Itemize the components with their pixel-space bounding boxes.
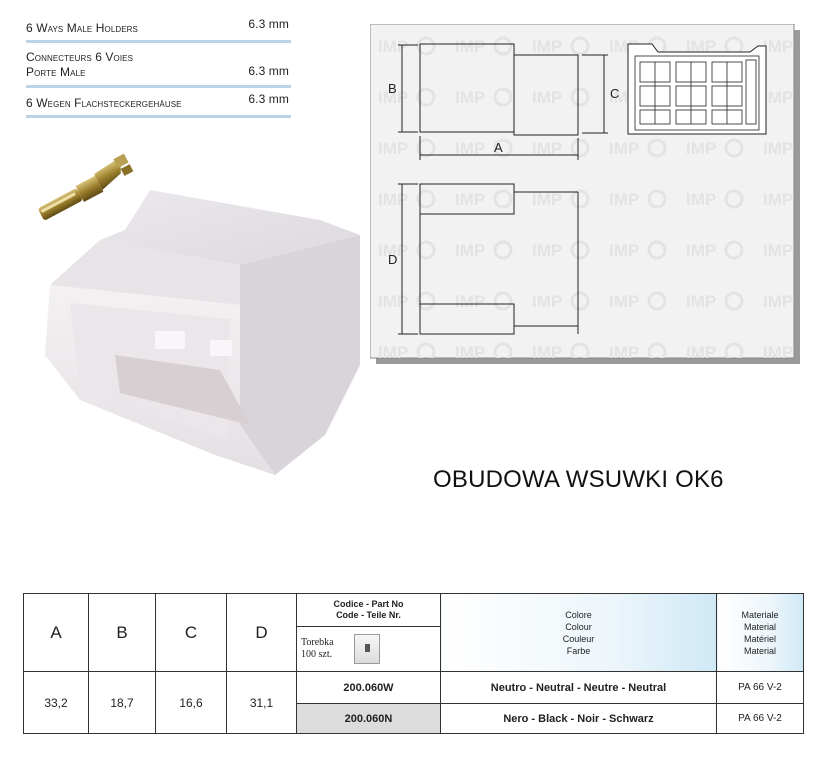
housing-image — [40, 185, 370, 475]
header-b: B — [89, 594, 156, 672]
bag-icon — [354, 634, 380, 664]
title-fr-size: 6.3 mm — [248, 64, 289, 78]
title-fr-line2: Porte Male — [26, 65, 86, 79]
row-code: 200.060W — [297, 672, 441, 704]
header-c: C — [156, 594, 227, 672]
header-d: D — [227, 594, 297, 672]
title-de-size: 6.3 mm — [248, 92, 289, 106]
header-colour-de: Farbe — [566, 645, 591, 656]
header-colour-en: Colour — [565, 621, 592, 632]
header-bag-line1: Torebka — [301, 637, 334, 648]
spec-table — [23, 593, 804, 734]
row-material: PA 66 V-2 — [717, 672, 804, 704]
header-material-fr: Matériel — [743, 633, 776, 644]
title-fr — [26, 50, 291, 82]
value-b: 18,7 — [89, 672, 156, 734]
dim-label-a: A — [494, 140, 503, 155]
header-a: A — [24, 594, 89, 672]
title-en — [26, 17, 291, 37]
dim-label-c: C — [610, 86, 620, 101]
row-code: 200.060N — [297, 704, 441, 734]
header-colour — [441, 594, 717, 672]
value-d: 31,1 — [227, 672, 297, 734]
header-colour-it: Colore — [565, 609, 592, 620]
header-material-it: Materiale — [741, 609, 779, 620]
title-divider — [26, 115, 291, 118]
row-material: PA 66 V-2 — [717, 704, 804, 734]
header-code — [297, 594, 441, 627]
header-code-line2: Code - Teile Nr. — [336, 610, 401, 620]
header-bag-line2: 100 szt. — [301, 649, 333, 660]
header-colour-fr: Couleur — [562, 633, 595, 644]
header-material — [717, 594, 804, 672]
dim-label-d: D — [388, 252, 398, 267]
title-divider — [26, 40, 291, 43]
product-caption: OBUDOWA WSUWKI OK6 — [433, 466, 724, 493]
value-c: 16,6 — [156, 672, 227, 734]
value-a: 33,2 — [24, 672, 89, 734]
title-divider — [26, 85, 291, 88]
row-colour: Neutro - Neutral - Neutre - Neutral — [441, 672, 717, 704]
title-fr-line1: Connecteurs 6 Voies — [26, 50, 134, 64]
title-en-size: 6.3 mm — [248, 17, 289, 31]
title-de-label: 6 Wegen Flachsteckergehäuse — [26, 96, 182, 110]
title-de — [26, 92, 291, 112]
header-code-line1: Codice - Part No — [333, 599, 404, 609]
header-material-en: Material — [743, 621, 776, 632]
dim-label-b: B — [388, 81, 397, 96]
technical-drawing — [370, 24, 800, 364]
title-en-label: 6 Ways Male Holders — [26, 21, 138, 35]
header-bag — [297, 627, 441, 672]
header-material-de: Material — [743, 645, 776, 656]
row-colour: Nero - Black - Noir - Schwarz — [441, 704, 717, 734]
product-titles — [26, 17, 291, 118]
